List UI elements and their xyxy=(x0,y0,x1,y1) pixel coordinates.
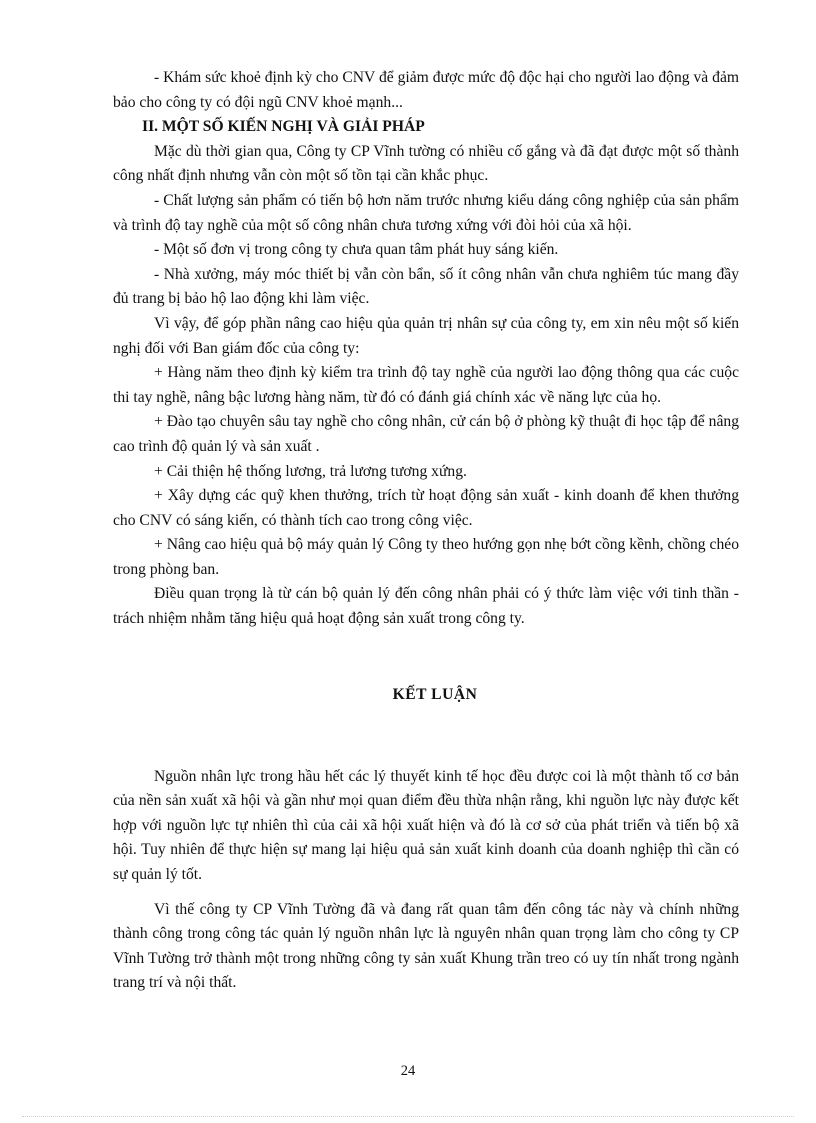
conclusion-title: KẾT LUẬN xyxy=(392,685,478,703)
body-paragraph: + Hàng năm theo định kỳ kiểm tra trình độ tay nghề của người lao động thông qua các cuộc thi tay nghề, nâng bậc lương hàng năm, từ đó có đánh giá chính xác về năng lực của họ. xyxy=(113,364,739,406)
body-paragraph: + Cải thiện hệ thống lương, trả lương tương xứng. xyxy=(154,462,467,480)
page-bottom-divider xyxy=(22,1116,794,1117)
body-paragraph: - Khám sức khoẻ định kỳ cho CNV để giảm được mức độ độc hại cho người lao động và đảm bảo cho công ty có đội ngũ CNV khoẻ mạnh... xyxy=(113,69,739,111)
page-body xyxy=(113,66,739,996)
conclusion-paragraph: Nguồn nhân lực trong hầu hết các lý thuyết kinh tế học đều được coi là một thành tố cơ bản của nền sản xuất xã hội và gần như mọi quan điểm đều thừa nhận rằng, khi nguồn lực này được kết hợp với nguồn lực tự nhiên thì của cải xã hội xuất hiện và đó là cơ sở của phát triển và tiến bộ xã hội. Tuy nhiên để thực hiện sự mang lại hiệu quả sản xuất kinh doanh của doanh nghiệp thì cần có sự quản lý tốt. xyxy=(113,767,739,884)
body-paragraph: + Xây dựng các quỹ khen thưởng, trích từ hoạt động sản xuất - kinh doanh để khen thưởng cho CNV có sáng kiến, có thành tích cao trong công việc. xyxy=(113,487,739,529)
body-paragraph: - Nhà xưởng, máy móc thiết bị vẫn còn bẩn, số ít công nhân vẫn chưa nghiêm túc mang đầy đủ trang bị bảo hộ lao động khi làm việc. xyxy=(113,265,739,308)
body-paragraph: - Một số đơn vị trong công ty chưa quan tâm phát huy sáng kiến. xyxy=(154,241,559,259)
body-paragraph: Điều quan trọng là từ cán bộ quản lý đến công nhân phải có ý thức làm việc với tinh thần - trách nhiệm nhằm tăng hiệu quả hoạt động sản xuất trong công ty. xyxy=(113,585,739,628)
body-paragraph: Vì vậy, để góp phần nâng cao hiệu qủa quản trị nhân sự của công ty, em xin nêu một số kiến nghị đối với Ban giám đốc của công ty: xyxy=(113,314,739,357)
body-paragraph: + Nâng cao hiệu quả bộ máy quản lý Công ty theo hướng gọn nhẹ bớt cồng kềnh, chồng chéo trong phòng ban. xyxy=(113,536,739,578)
section-heading: II. MỘT SỐ KIẾN NGHỊ VÀ GIẢI PHÁP xyxy=(142,118,425,136)
body-paragraph: - Chất lượng sản phẩm có tiến bộ hơn năm trước nhưng kiểu dáng công nghiệp của sản phẩm và trình độ tay nghề của một số công nhân chưa tương xứng với đòi hỏi của xã hội. xyxy=(113,191,739,234)
page-number: 24 xyxy=(400,1063,416,1079)
body-paragraph: Mặc dù thời gian qua, Công ty CP Vĩnh tường có nhiều cố gắng và đã đạt được một số thành công nhất định nhưng vẫn còn một số tồn tại cần khắc phục. xyxy=(113,142,739,185)
body-paragraph: + Đào tạo chuyên sâu tay nghề cho công nhân, cử cán bộ ở phòng kỹ thuật đi học tập để nâng cao trình độ quản lý và sản xuất . xyxy=(113,413,739,455)
conclusion-paragraph: Vì thế công ty CP Vĩnh Tường đã và đang rất quan tâm đến công tác này và chính những thành công trong công tác quản lý nguồn nhân lực là nguyên nhân quan trọng làm cho công ty CP Vĩnh Tường trở thành một trong những công ty sản xuất Khung trần treo có uy tín nhất trong ngành trang trí và nội thất. xyxy=(113,900,739,992)
